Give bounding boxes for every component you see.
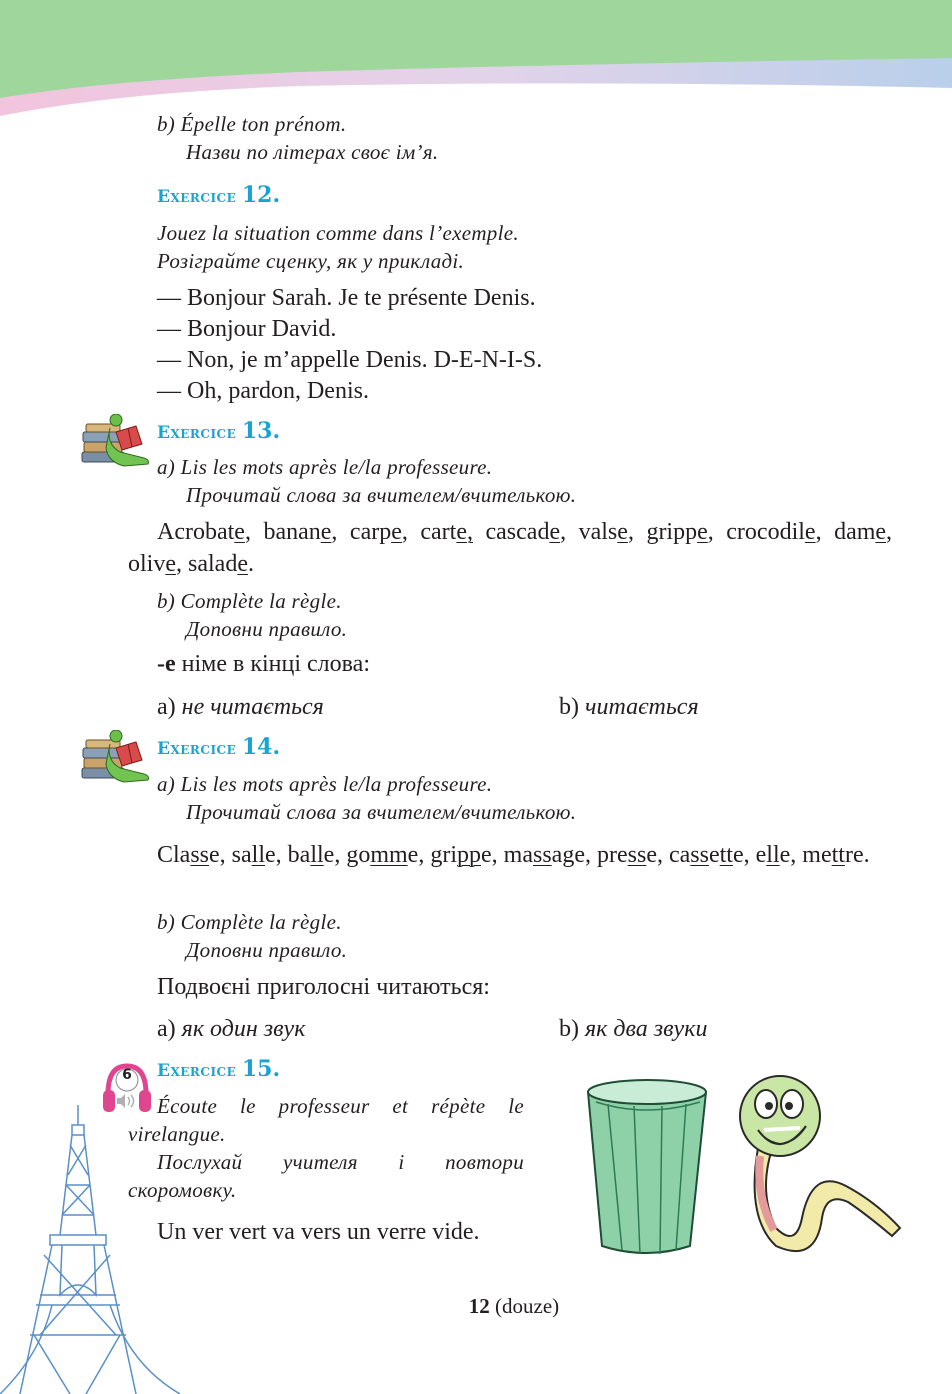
word: mettre xyxy=(802,842,864,868)
worm-illustration xyxy=(736,1068,904,1258)
silent-e: e xyxy=(549,519,561,545)
silent-e: e xyxy=(165,551,176,577)
word: olive xyxy=(128,551,176,577)
dialog-line: — Bonjour Sarah. Je te présente Denis. xyxy=(157,285,536,311)
word: grippe xyxy=(430,842,492,868)
dialog-line: — Bonjour David. xyxy=(157,316,337,342)
double-consonant: tt xyxy=(719,842,733,868)
word: banane xyxy=(263,519,332,545)
ex13-a-instruction-ua: Прочитай слова за вчителем/вчителькою. xyxy=(186,483,577,507)
double-consonant: tt xyxy=(831,842,845,868)
exercise-12-heading: Exercice 12. xyxy=(157,182,281,208)
double-consonant: pp xyxy=(457,842,481,868)
ex14-option-b: b) як два звуки xyxy=(559,1016,708,1042)
ex15-instruction-fr: Écoute le professeur et répète le virelangue. xyxy=(128,1094,524,1146)
glass-illustration xyxy=(582,1074,712,1260)
silent-e: e xyxy=(234,519,245,545)
exercise-13-heading: Exercice 13. xyxy=(157,418,281,444)
dialog-line: — Oh, pardon, Denis. xyxy=(157,378,369,404)
exercise-14-heading: Exercice 14. xyxy=(157,734,281,760)
ex14-word-list: Classe, salle, balle, gomme, grippe, massage, presse, cassette, elle, mettre. xyxy=(157,842,870,868)
ex11b-instruction-fr: b) Épelle ton prénom. xyxy=(157,112,347,136)
word: tte xyxy=(719,842,744,868)
double-consonant: ll xyxy=(251,842,266,868)
ex13-a-instruction-fr: a) Lis les mots après le/la professeure. xyxy=(157,455,493,479)
word: gomme xyxy=(346,842,419,868)
page-number: 12 (douze) xyxy=(468,1294,560,1318)
ex13-option-a: а) не читається xyxy=(157,694,324,720)
ex11b-instruction-ua: Назви по літерах своє ім’я. xyxy=(186,140,439,164)
dialog-line: — Non, je m’appelle Denis. D-E-N-I-S. xyxy=(157,347,543,373)
ex12-instruction-ua: Розіграйте сценку, як у прикладі. xyxy=(157,249,465,273)
ex14-b-instruction-ua: Доповни правило. xyxy=(186,938,348,962)
ex14-a-instruction-fr: a) Lis les mots après le/la professeure. xyxy=(157,772,493,796)
silent-e: e xyxy=(697,519,708,545)
tongue-twister: Un ver vert va vers un verre vide. xyxy=(157,1219,480,1245)
word: Classe xyxy=(157,842,220,868)
word: carpe xyxy=(349,519,402,545)
silent-e: e xyxy=(237,551,248,577)
silent-e: e xyxy=(391,519,402,545)
ex13-option-b: b) читається xyxy=(559,694,699,720)
eiffel-tower-illustration xyxy=(0,1105,180,1394)
word: valse xyxy=(578,519,628,545)
word: Acrobate xyxy=(157,519,245,545)
ex13-rule xyxy=(157,648,370,680)
word: elle xyxy=(755,842,791,868)
ex13-b-instruction-fr: b) Complète la règle. xyxy=(157,589,342,613)
double-consonant: ss xyxy=(627,842,647,868)
word: presse xyxy=(596,842,657,868)
silent-e: e xyxy=(320,519,332,545)
exercise-15-heading: Exercice 15. xyxy=(157,1056,281,1082)
double-consonant: ll xyxy=(310,842,324,868)
ex14-b-instruction-fr: b) Complète la règle. xyxy=(157,910,342,934)
reading-books-icon xyxy=(80,730,156,786)
word: balle xyxy=(287,842,335,868)
silent-e: e xyxy=(617,519,628,545)
word: carte, xyxy=(420,519,473,545)
ex12-instruction-fr: Jouez la situation comme dans l’exemple. xyxy=(157,221,519,245)
ex13-b-instruction-ua: Доповни правило. xyxy=(186,617,348,641)
silent-e: e xyxy=(804,519,816,545)
word: salle xyxy=(231,842,276,868)
ex15-instruction-ua: Послухай учителя і повтори скоромовку. xyxy=(128,1150,524,1202)
double-consonant: ss xyxy=(532,842,552,868)
word: grippe xyxy=(646,519,708,545)
word: crocodile xyxy=(726,519,816,545)
ex14-option-a: а) як один звук xyxy=(157,1016,306,1042)
word: casse xyxy=(668,842,720,868)
top-banner xyxy=(0,0,952,116)
double-consonant: ll xyxy=(766,842,780,868)
ex14-rule: Подвоєні приголосні читаються: xyxy=(157,974,490,1000)
silent-e: e, xyxy=(456,519,473,545)
track-number: 6 xyxy=(122,1067,132,1083)
silent-e: e xyxy=(875,519,887,545)
word: massage xyxy=(503,842,585,868)
reading-books-icon xyxy=(80,414,156,470)
ex14-a-instruction-ua: Прочитай слова за вчителем/вчителькою. xyxy=(186,800,577,824)
rule-text: німе в кінці слова: xyxy=(175,651,370,677)
word: cascade xyxy=(485,519,561,545)
rule-letter: -e xyxy=(157,651,176,677)
double-consonant: ss xyxy=(690,842,709,868)
ex13-word-list: Acrobate, banane, carpe, carte, cascade, valse, grippe, crocodile, dame, olive, salade. xyxy=(128,519,893,577)
word: salade xyxy=(188,551,248,577)
word: dame xyxy=(834,519,887,545)
double-consonant: mm xyxy=(370,842,408,868)
double-consonant: ss xyxy=(190,842,210,868)
